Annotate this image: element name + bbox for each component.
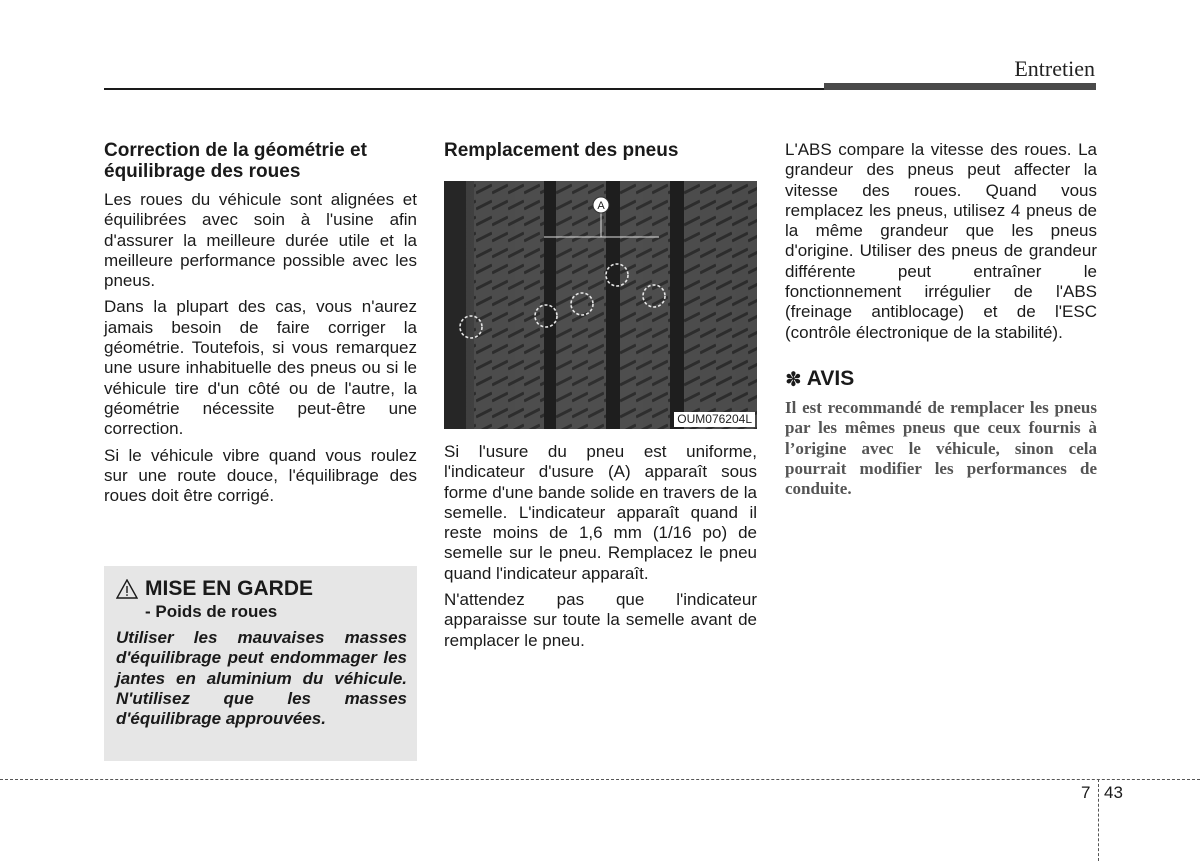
right-column [785,140,1097,499]
paragraph: Les roues du véhicule sont alignées et équilibrées avec soin à l'usine afin d'assurer la meilleure durée utile et la meilleure performance possible avec les pneus. [104,190,417,291]
paragraph: N'attendez pas que l'indicateur apparaisse sur toute la semelle avant de remplacer le pneu. [444,590,757,650]
header-rule [104,88,824,90]
notice-title-text: AVIS [806,367,855,391]
warning-subtitle: - Poids de roues [145,602,278,621]
figure-marker-a: A [597,200,605,212]
tire-tread-illustration [444,181,757,429]
chapter-number: 7 [1081,783,1091,802]
warning-title [116,576,407,602]
header-rule-accent [824,83,1096,90]
notice-text: Il est recommandé de remplacer les pneus par les mêmes pneus que ceux fournis à l’origine avec le véhicule, sinon cela pourrait modifier les performances de conduite. [785,397,1097,499]
page-number: 43 [1104,783,1123,802]
left-column [104,140,417,512]
section-heading-tire-replacement: Remplacement des pneus [444,140,679,161]
paragraph: L'ABS compare la vitesse des roues. La grandeur des pneus peut affecter la vitesse des roues. Quand vous remplacez les pneus, utilisez 4 pneus de la même grandeur que les pneus d'origine. Utiliser des pneus de grandeur différente peut entraîner le fonctionnement irrégulier de l'ABS (freinage antiblocage) et de l'ESC (contrôle électronique de la stabilité). [785,140,1097,342]
warning-box [104,566,417,761]
warning-title-text: MISE EN GARDE [145,577,314,600]
warning-triangle-icon [116,579,138,599]
paragraph: Dans la plupart des cas, vous n'aurez jamais besoin de faire corriger la géométrie. Toutefois, si vous remarquez une usure inhabituelle des pneus ou si le véhicule tire d'un côté ou de l'autre, la géométrie nécessite peut-être une correction. [104,297,417,439]
figure-code: OUM076204L [674,412,755,427]
middle-column [444,140,757,657]
notice-star-icon: ✽ [785,368,802,391]
section-heading-alignment: Correction de la géométrie et équilibrage des roues [104,140,367,182]
footer-page-divider [1098,779,1099,861]
warning-text: Utiliser les mauvaises masses d'équilibrage peut endommager les jantes en aluminium du véhicule. N'utilisez que les masses d'équilibrage approuvées. [116,628,407,729]
tire-tread-graphic [444,181,757,429]
paragraph: Si l'usure du pneu est uniforme, l'indicateur d'usure (A) apparaît sous forme d'une bande solide en travers de la semelle. L'indicateur apparaît quand il reste moins de 1,6 mm (1/16 po) de semelle sur le pneu. Remplacez le pneu quand l'indicateur apparaît. [444,442,757,583]
page-header-title: Entretien [1014,56,1095,81]
footer-divider [0,779,1200,780]
notice-title [785,367,1097,392]
paragraph: Si le véhicule vibre quand vous roulez sur une route douce, l'équilibrage des roues doit être corrigé. [104,445,417,506]
